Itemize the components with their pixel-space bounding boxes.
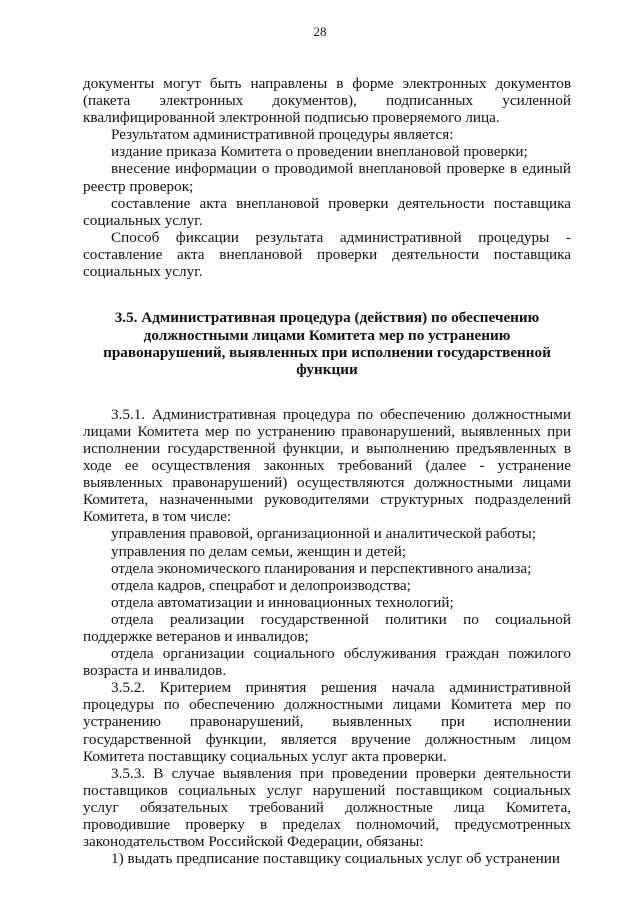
- paragraph-3-5-3: 3.5.3. В случае выявления при проведении проверки деятельности поставщиков социальных услуг нарушений поставщиком социальных услуг обязательных требований должностные лица Комитета, проводившие проверку в пределах полномочий, предусмотренных законодательством Российской Федерации, обязаны:: [83, 764, 571, 851]
- department-item: отдела организации социального обслуживания граждан пожилого возраста и инвалидов.: [83, 645, 571, 680]
- department-item: управления по делам семьи, женщин и детей;: [111, 542, 407, 560]
- list-item-1: 1) выдать предписание поставщику социальных услуг об устранении: [111, 850, 561, 868]
- result-lead: Результатом административной процедуры является:: [111, 126, 454, 144]
- department-item: отдела реализации государственной политики по социальной поддержке ветеранов и инвалидов;: [83, 610, 571, 645]
- department-item: отдела экономического планирования и перспективного анализа;: [111, 559, 532, 577]
- department-item: управления правовой, организационной и аналитической работы;: [111, 525, 536, 543]
- result-item: составление акта внеплановой проверки деятельности поставщика социальных услуг.: [83, 194, 571, 229]
- section-heading: 3.5. Административная процедура (действия) по обеспечению должностными лицами Комитета мер по устранению правонарушений, выявленных при исполнении государственной функции: [103, 309, 551, 379]
- department-item: отдела автоматизации и инновационных технологий;: [111, 593, 454, 611]
- department-item: отдела кадров, спецработ и делопроизводства;: [111, 576, 411, 594]
- result-item: издание приказа Комитета о проведении внеплановой проверки;: [111, 143, 528, 161]
- paragraph-3-5-1: 3.5.1. Административная процедура по обеспечению должностными лицами Комитета мер по устранению правонарушений, выявленных при исполнении государственной функции, и выполнению предъявленных в ходе ее осуществления законных требований (далее - устранение выявленных правонарушений) осуществляются должностными лицами Комитета, назначенными руководителями структурных подразделений Комитета, в том числе:: [83, 405, 571, 526]
- continuation-paragraph: документы могут быть направлены в форме электронных документов (пакета электронных документов), подписанных усиленной квалифицированной электронной подписью проверяемого лица.: [83, 75, 571, 127]
- result-item: внесение информации о проводимой внеплановой проверке в единый реестр проверок;: [83, 160, 571, 195]
- document-body: [83, 75, 571, 867]
- page-number: 28: [313, 24, 327, 39]
- fixation-paragraph: Способ фиксации результата административной процедуры - составление акта внеплановой проверки деятельности поставщика социальных услуг.: [83, 228, 571, 281]
- paragraph-3-5-2: 3.5.2. Критерием принятия решения начала административной процедуры по обеспечению должностными лицами Комитета мер по устранению правонарушений, выявленных при исполнении государственной функции, является вручение должностным лицом Комитета поставщику социальных услуг акта проверки.: [83, 679, 571, 765]
